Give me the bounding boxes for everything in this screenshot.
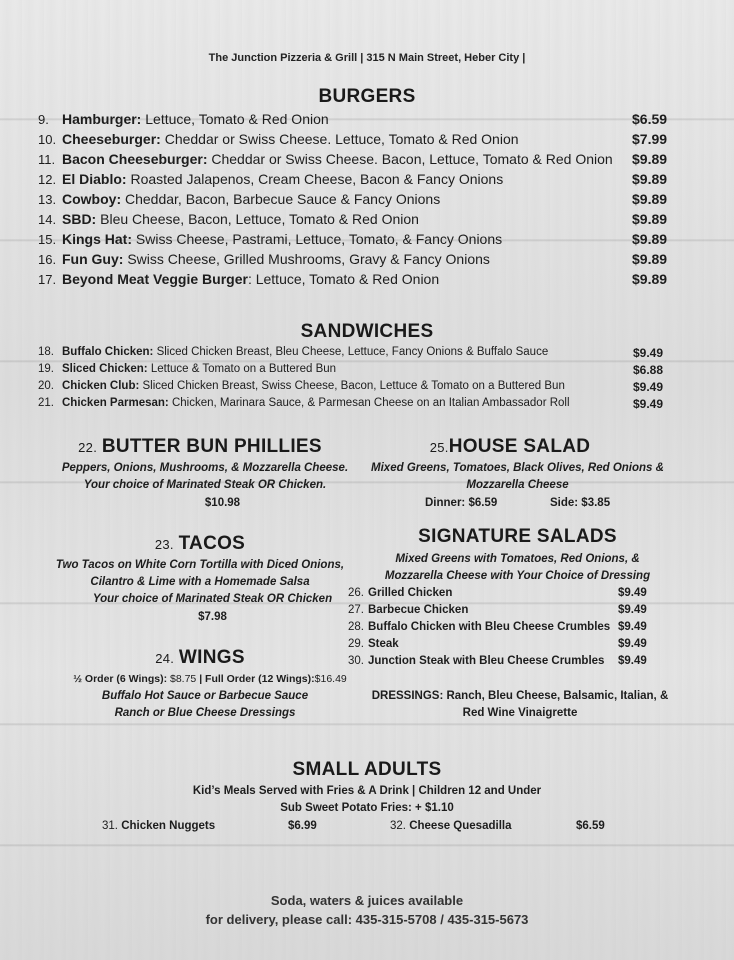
item-name: Cowboy:	[62, 191, 122, 207]
phillies-number: 22.	[78, 440, 98, 455]
tacos-price: $7.98	[198, 611, 227, 623]
item-number: 27.	[348, 604, 364, 616]
menu-item	[348, 604, 468, 616]
item-number: 28.	[348, 621, 364, 633]
burgers-title: BURGERS	[318, 86, 416, 107]
item-price: $9.49	[633, 380, 664, 394]
sandwiches-title: SANDWICHES	[300, 321, 434, 342]
menu-item	[348, 655, 604, 667]
item-description: Cheddar or Swiss Cheese. Lettuce, Tomato & Red Onion	[160, 131, 519, 147]
menu-item	[38, 171, 503, 187]
phillies-desc-2: Your choice of Marinated Steak OR Chicken.	[83, 479, 327, 491]
house-salad-desc-2: Mozzarella Cheese	[466, 479, 569, 491]
house-salad-heading	[380, 436, 640, 458]
phillies-title: BUTTER BUN PHILLIES	[101, 436, 322, 457]
item-number: 17.	[38, 272, 57, 287]
item-description: Sliced Chicken Breast, Swiss Cheese, Bacon, Lettuce & Tomato on a Buttered Bun	[139, 380, 565, 392]
item-description: Swiss Cheese, Grilled Mushrooms, Gravy & Fancy Onions	[123, 251, 490, 267]
item-name: Barbecue Chicken	[368, 604, 469, 616]
item-price: $9.89	[632, 151, 668, 167]
restaurant-header: The Junction Pizzeria & Grill | 315 N Main Street, Heber City |	[208, 52, 526, 64]
kids-item-name: Cheese Quesadilla	[409, 820, 512, 832]
item-price: $9.49	[618, 638, 647, 650]
wings-desc-1: Buffalo Hot Sauce or Barbecue Sauce	[101, 690, 309, 702]
item-number: 13.	[38, 192, 57, 207]
item-name: SBD:	[62, 211, 97, 227]
item-description: Lettuce & Tomato on a Buttered Bun	[147, 363, 337, 375]
dressings-line-2: Red Wine Vinaigrette	[462, 707, 578, 719]
tacos-desc-3: Your choice of Marinated Steak OR Chicken	[92, 593, 333, 605]
menu-item	[38, 397, 570, 409]
menu-item	[38, 211, 419, 227]
menu-item	[38, 191, 440, 207]
kids-item-nuggets	[102, 820, 215, 832]
item-price: $9.89	[632, 271, 668, 287]
small-adults-desc-1: Kid’s Meals Served with Fries & A Drink | Children 12 and Under	[192, 785, 542, 797]
item-name: Hamburger:	[62, 111, 142, 127]
item-name: Beyond Meat Veggie Burger	[62, 271, 248, 287]
item-price: $9.49	[618, 604, 647, 616]
menu-item	[38, 131, 519, 147]
item-price: $9.49	[633, 397, 664, 411]
item-description: : Lettuce, Tomato & Red Onion	[247, 271, 440, 287]
phillies-price: $10.98	[204, 497, 241, 509]
item-description: Bleu Cheese, Bacon, Lettuce, Tomato & Red Onion	[96, 211, 419, 227]
wings-full-label: | Full Order (12 Wings):	[196, 673, 315, 685]
item-price: $9.89	[632, 171, 668, 187]
menu-item	[38, 231, 502, 247]
item-price: $9.49	[618, 621, 647, 633]
wings-half-price: $8.75	[170, 673, 197, 685]
item-number: 9.	[38, 112, 49, 127]
menu-item	[348, 621, 610, 633]
tacos-heading	[100, 533, 300, 555]
kids-item-name: Chicken Nuggets	[121, 820, 216, 832]
menu-item	[38, 363, 336, 375]
item-description: Roasted Jalapenos, Cream Cheese, Bacon & Fancy Onions	[126, 171, 504, 187]
house-salad-side-price: Side: $3.85	[550, 497, 611, 509]
item-number: 20.	[38, 380, 54, 392]
item-number: 12.	[38, 172, 57, 187]
item-number: 21.	[38, 397, 54, 409]
house-salad-desc-1: Mixed Greens, Tomatoes, Black Olives, Red Onions &	[371, 462, 664, 474]
wings-desc-2: Ranch or Blue Cheese Dressings	[114, 707, 296, 719]
item-price: $6.59	[632, 111, 668, 127]
item-name: Kings Hat:	[62, 231, 132, 247]
wings-prices	[40, 673, 380, 685]
item-name: Fun Guy:	[62, 251, 124, 267]
tacos-number: 23.	[154, 537, 174, 552]
item-price: $9.49	[618, 587, 647, 599]
item-description: Cheddar or Swiss Cheese. Bacon, Lettuce, Tomato & Red Onion	[207, 151, 613, 167]
item-price: $9.89	[632, 231, 668, 247]
menu-item	[348, 638, 399, 650]
house-salad-dinner-price: Dinner: $6.59	[425, 497, 498, 509]
footer-delivery: for delivery, please call: 435-315-5708 / 435-315-5673	[205, 912, 529, 927]
tacos-desc-1: Two Tacos on White Corn Tortilla with Diced Onions,	[55, 559, 345, 571]
item-name: Grilled Chicken	[368, 587, 453, 599]
item-name: Sliced Chicken:	[62, 363, 148, 375]
kids-item-number: 31.	[102, 820, 118, 832]
item-price: $6.88	[633, 363, 664, 377]
house-salad-number: 25.	[429, 440, 449, 455]
tacos-title: TACOS	[178, 533, 246, 554]
wings-title: WINGS	[178, 647, 245, 668]
menu-item	[38, 271, 439, 287]
item-name: Buffalo Chicken:	[62, 346, 154, 358]
item-number: 19.	[38, 363, 54, 375]
small-adults-title: SMALL ADULTS	[292, 759, 442, 780]
signature-desc-2: Mozzarella Cheese with Your Choice of Dressing	[384, 570, 651, 582]
item-name: El Diablo:	[62, 171, 127, 187]
item-name: Steak	[368, 638, 399, 650]
item-number: 30.	[348, 655, 364, 667]
item-name: Buffalo Chicken with Bleu Cheese Crumbles	[368, 621, 611, 633]
item-number: 14.	[38, 212, 57, 227]
signature-salads-title: SIGNATURE SALADS	[418, 526, 617, 547]
item-price: $7.99	[632, 131, 668, 147]
item-price: $9.49	[633, 346, 664, 360]
item-description: Chicken, Marinara Sauce, & Parmesan Cheese on an Italian Ambassador Roll	[168, 397, 570, 409]
item-number: 11.	[38, 152, 56, 167]
item-description: Cheddar, Bacon, Barbecue Sauce & Fancy Onions	[121, 191, 441, 207]
menu-item	[38, 346, 548, 358]
kids-item-price: $6.99	[288, 820, 317, 832]
footer-drinks: Soda, waters & juices available	[270, 893, 464, 908]
item-description: Sliced Chicken Breast, Bleu Cheese, Lettuce, Fancy Onions & Buffalo Sauce	[153, 346, 549, 358]
item-name: Chicken Parmesan:	[62, 397, 169, 409]
item-description: Swiss Cheese, Pastrami, Lettuce, Tomato, & Fancy Onions	[132, 231, 503, 247]
item-number: 10.	[38, 132, 57, 147]
tacos-desc-2: Cilantro & Lime with a Homemade Salsa	[90, 576, 310, 588]
menu-item	[38, 111, 329, 127]
wings-number: 24.	[155, 651, 175, 666]
menu-item	[38, 151, 613, 167]
item-name: Junction Steak with Bleu Cheese Crumbles	[368, 655, 605, 667]
wings-heading	[120, 647, 280, 669]
item-name: Cheeseburger:	[62, 131, 161, 147]
item-price: $9.89	[632, 211, 668, 227]
menu-item	[348, 587, 452, 599]
item-price: $9.49	[618, 655, 647, 667]
item-description: Lettuce, Tomato & Red Onion	[141, 111, 329, 127]
item-price: $9.89	[632, 191, 668, 207]
item-number: 16.	[38, 252, 57, 267]
menu-item	[38, 380, 565, 392]
phillies-desc-1: Peppers, Onions, Mushrooms, & Mozzarella Cheese.	[61, 462, 349, 474]
item-number: 26.	[348, 587, 364, 599]
wings-half-label: ½ Order (6 Wings):	[73, 673, 170, 685]
item-number: 15.	[38, 232, 57, 247]
phillies-heading	[50, 436, 350, 458]
dressings-line-1: DRESSINGS: Ranch, Bleu Cheese, Balsamic, Italian, &	[371, 690, 669, 702]
kids-item-quesadilla	[390, 820, 511, 832]
menu-item	[38, 251, 490, 267]
kids-item-price: $6.59	[576, 820, 605, 832]
signature-desc-1: Mixed Greens with Tomatoes, Red Onions, &	[395, 553, 640, 565]
kids-item-number: 32.	[390, 820, 406, 832]
house-salad-title: HOUSE SALAD	[448, 436, 591, 457]
item-number: 18.	[38, 346, 54, 358]
item-name: Chicken Club:	[62, 380, 140, 392]
item-number: 29.	[348, 638, 364, 650]
item-price: $9.89	[632, 251, 668, 267]
item-name: Bacon Cheeseburger:	[62, 151, 208, 167]
wings-full-price: $16.49	[314, 673, 347, 685]
small-adults-desc-2: Sub Sweet Potato Fries: + $1.10	[280, 802, 454, 814]
